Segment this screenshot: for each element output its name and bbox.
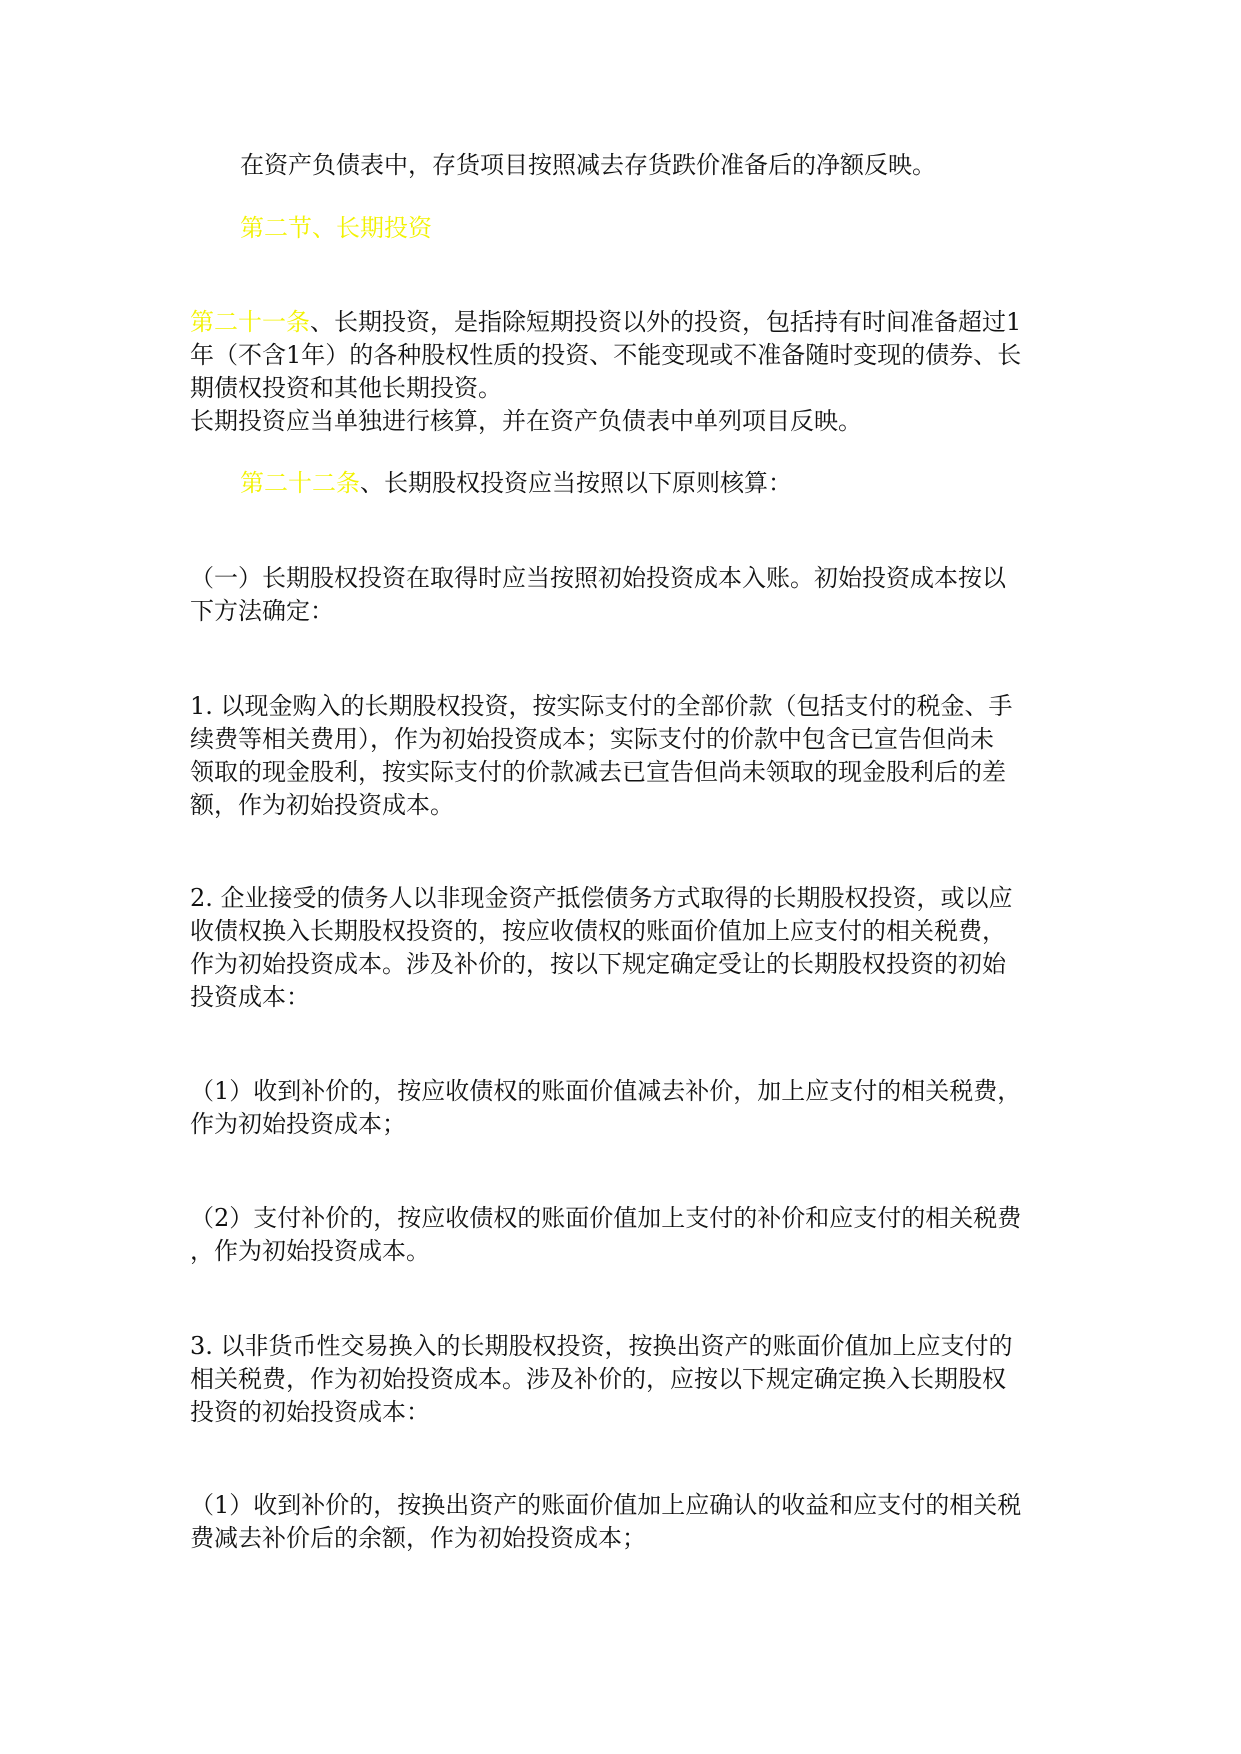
paragraph-line: 下方法确定： <box>190 597 334 625</box>
article-text: 、长期股权投资应当按照以下原则核算： <box>360 469 792 497</box>
paragraph-line: 额，作为初始投资成本。 <box>190 791 454 819</box>
paragraph-line: （2）支付补价的，按应收债权的账面价值加上支付的补价和应支付的相关税费 <box>190 1204 1022 1232</box>
paragraph-line: 投资的初始投资成本： <box>190 1398 430 1426</box>
section-heading-text: 第二节、长期投资 <box>240 214 432 242</box>
paragraph-line: 投资成本： <box>190 983 310 1011</box>
item-3-sub-1-paragraph <box>190 1489 1021 1555</box>
article-text: 、长期投资，是指除短期投资以外的投资，包括持有时间准备超过1 <box>310 308 1022 336</box>
paragraph-line: 费减去补价后的余额，作为初始投资成本； <box>190 1524 646 1552</box>
paragraph-line: ，作为初始投资成本。 <box>190 1237 430 1265</box>
clause-one-paragraph <box>190 562 1006 628</box>
paragraph-line <box>240 467 792 500</box>
paragraph-line: （1）收到补价的，按应收债权的账面价值减去补价，加上应支付的相关税费， <box>190 1077 1022 1105</box>
paragraph-line: 3. 以非货币性交易换入的长期股权投资，按换出资产的账面价值加上应支付的 <box>190 1332 1013 1360</box>
paragraph-line: 在资产负债表中，存货项目按照减去存货跌价准备后的净额反映。 <box>240 151 936 179</box>
paragraph-line: （1）收到补价的，按换出资产的账面价值加上应确认的收益和应支付的相关税 <box>190 1491 1022 1519</box>
item-2-paragraph <box>190 882 1013 1014</box>
paragraph-line: 作为初始投资成本； <box>190 1110 406 1138</box>
article-label: 第二十一条 <box>190 308 310 336</box>
paragraph-line: 2. 企业接受的债务人以非现金资产抵偿债务方式取得的长期股权投资，或以应 <box>190 884 1013 912</box>
paragraph-line: 期债权投资和其他长期投资。 <box>190 374 502 402</box>
intro-paragraph <box>240 149 936 182</box>
paragraph-line: 续费等相关费用），作为初始投资成本；实际支付的价款中包含已宣告但尚未 <box>190 725 994 753</box>
article-label: 第二十二条 <box>240 469 360 497</box>
paragraph-line: 领取的现金股利，按实际支付的价款减去已宣告但尚未领取的现金股利后的差 <box>190 758 1006 786</box>
article-21-paragraph <box>190 306 1021 438</box>
paragraph-line <box>190 306 1021 339</box>
item-2-sub-2-paragraph <box>190 1202 1021 1268</box>
paragraph-line: （一）长期股权投资在取得时应当按照初始投资成本入账。初始投资成本按以 <box>190 564 1006 592</box>
item-2-sub-1-paragraph <box>190 1075 1021 1141</box>
article-22-paragraph <box>240 467 792 500</box>
paragraph-line: 收债权换入长期股权投资的，按应收债权的账面价值加上应支付的相关税费， <box>190 917 1006 945</box>
paragraph-line: 长期投资应当单独进行核算，并在资产负债表中单列项目反映。 <box>190 407 862 435</box>
paragraph-line: 相关税费，作为初始投资成本。涉及补价的，应按以下规定确定换入长期股权 <box>190 1365 1006 1393</box>
paragraph-line: 年（不含1年）的各种股权性质的投资、不能变现或不准备随时变现的债券、长 <box>190 341 1022 369</box>
paragraph-line: 作为初始投资成本。涉及补价的，按以下规定确定受让的长期股权投资的初始 <box>190 950 1006 978</box>
item-3-paragraph <box>190 1330 1013 1429</box>
paragraph-line: 1. 以现金购入的长期股权投资，按实际支付的全部价款（包括支付的税金、手 <box>190 692 1013 720</box>
section-heading <box>240 212 432 245</box>
item-1-paragraph <box>190 690 1013 822</box>
